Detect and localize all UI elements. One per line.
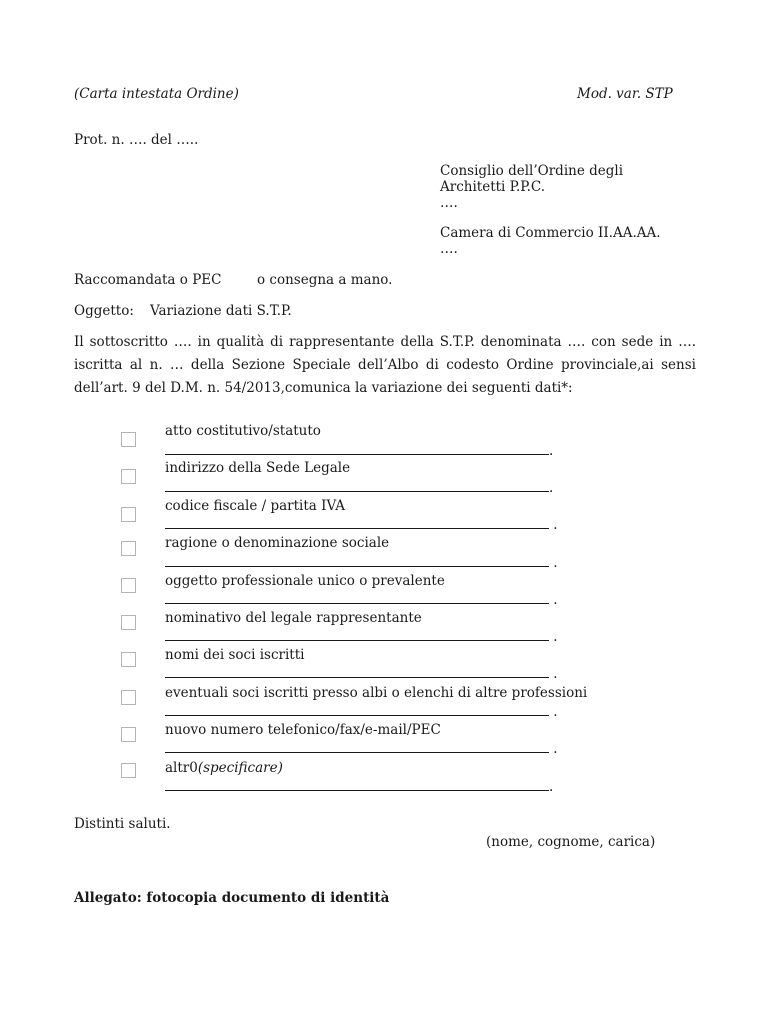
item-label: atto costitutivo/statuto [165, 423, 321, 439]
letterhead-placeholder: (Carta intestata Ordine) [74, 86, 239, 102]
recipient-ordine-line2: Architetti P.P.C. [440, 179, 546, 195]
fill-line[interactable]: . [165, 779, 553, 795]
signature-placeholder: (nome, cognome, carica) [486, 834, 656, 850]
item-label: nuovo numero telefonico/fax/e-mail/PEC [165, 722, 441, 738]
recipient-camera-line1: Camera di Commercio II.AA.AA. [440, 225, 661, 241]
protocol-line: Prot. n. …. del ….. [74, 132, 199, 148]
recipient-ordine [440, 163, 623, 211]
fill-line[interactable]: . [165, 555, 558, 571]
subject-text: Variazione dati S.T.P. [150, 303, 292, 319]
fill-line[interactable]: . [165, 480, 553, 496]
item-label: nomi dei soci iscritti [165, 647, 305, 663]
item-label: indirizzo della Sede Legale [165, 460, 351, 476]
delivery-option-raccomandata: Raccomandata o PEC [74, 272, 222, 288]
recipient-camera-commercio [440, 225, 661, 257]
recipient-camera-line2: …. [440, 241, 458, 257]
item-label: codice fiscale / partita IVA [165, 498, 346, 514]
checkbox-legale-rappresentante[interactable] [121, 615, 136, 630]
fill-line[interactable]: . [165, 666, 558, 682]
fill-line[interactable]: . [165, 517, 558, 533]
subject-label: Oggetto: [74, 303, 134, 319]
fill-line[interactable]: . [165, 741, 558, 757]
attachment-note: Allegato: fotocopia documento di identità [74, 890, 390, 906]
fill-line[interactable]: . [165, 443, 553, 459]
checkbox-soci-iscritti[interactable] [121, 652, 136, 667]
recipient-ordine-line1: Consiglio dell’Ordine degli [440, 163, 624, 179]
body-paragraph: Il sottoscritto …. in qualità di rappresentante della S.T.P. denominata …. con sede in …. iscritta al n. … della Sezione Speciale dell’Albo di codesto Ordine provinciale,ai sensi dell’art. 9 del D.M. n. 54/2013,comunica la variazione dei seguenti dati*: [74, 334, 696, 396]
item-label: ragione o denominazione sociale [165, 535, 390, 551]
closing-greeting: Distinti saluti. [74, 816, 171, 832]
checkbox-sede-legale[interactable] [121, 469, 136, 484]
recipient-ordine-line3: …. [440, 195, 458, 211]
checkbox-atto-costitutivo[interactable] [121, 432, 136, 447]
checkbox-codice-fiscale[interactable] [121, 507, 136, 522]
checkbox-altro[interactable] [121, 763, 136, 778]
fill-line[interactable]: . [165, 704, 558, 720]
checkbox-oggetto-professionale[interactable] [121, 578, 136, 593]
delivery-option-mano: o consegna a mano. [257, 272, 393, 288]
item-label: oggetto professionale unico o prevalente [165, 573, 445, 589]
fill-line[interactable]: . [165, 629, 558, 645]
model-code: Mod. var. STP [577, 86, 673, 102]
checkbox-altre-professioni[interactable] [121, 690, 136, 705]
item-label: nominativo del legale rappresentante [165, 610, 422, 626]
fill-line[interactable]: . [165, 592, 558, 608]
item-label: altr0(specificare) [165, 760, 283, 776]
item-label: eventuali soci iscritti presso albi o elenchi di altre professioni [165, 685, 588, 701]
checkbox-recapiti[interactable] [121, 727, 136, 742]
checkbox-ragione-sociale[interactable] [121, 541, 136, 556]
